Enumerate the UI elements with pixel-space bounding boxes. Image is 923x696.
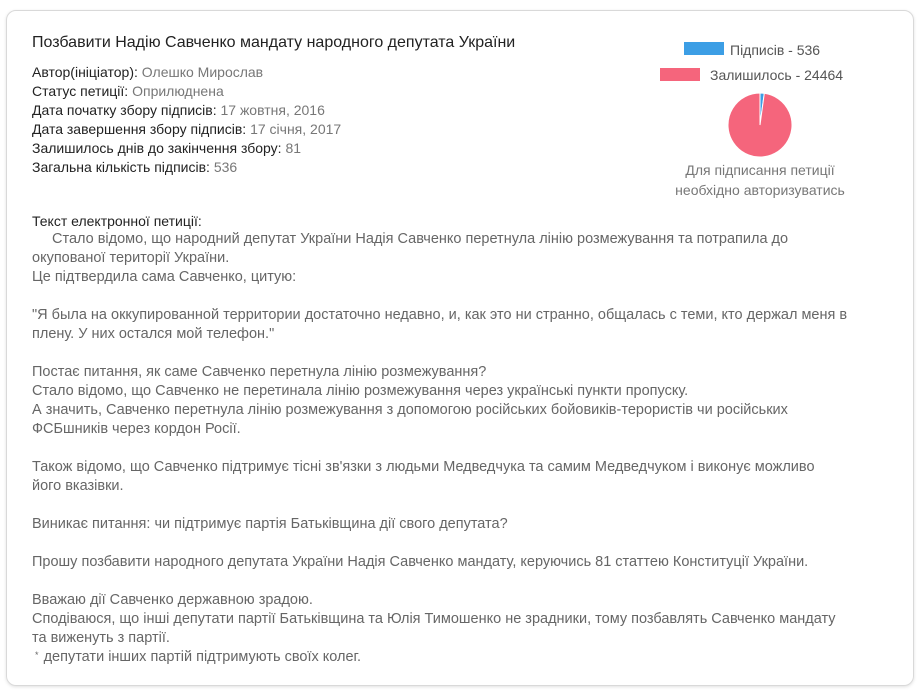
legend-label-signatures: Підписів - 536 [730,42,821,58]
footnote: * депутати інших партій підтримують своїх колег. [35,649,362,665]
petition-text-heading: Текст електронної петиції: [32,213,202,229]
signatures-pie-chart [727,92,793,158]
meta-signature-count: Загальна кількість підписів: 536 [32,159,238,175]
petition-title: Позбавити Надію Савченко мандату народного депутата України [32,34,516,51]
meta-days-left: Залишилось днів до закінчення збору: 81 [32,140,302,156]
meta-end-date: Дата завершення збору підписів: 17 січня, 2017 [32,121,342,137]
meta-author: Автор(ініціатор): Олешко Мирослав [32,64,264,80]
legend-swatch-remaining [660,68,700,81]
petition-text: Стало відомо, що народний депутат України Надія Савченко перетнула лінію розмежування та потрапила до окупованої території України. Це підтвердила сама Савченко, цитую: "Я была на оккупированной территории достаточно недавно, и, как это ни странно, общалась с теми, кто держал меня в плену. У них остался мой телефон." Постає питання, як саме Савченко перетнула лінію розмежування? Стало відомо, що Савченко не перетинала лінію розмежування через українські пункти пропуску. А значить, Савченко перетнула лінію розмежування з допомогою російських бойовиків-терористів чи російських ФСБшників через кордон Росії. Також відомо, що Савченко підтримує тісні зв'язки з людьми Медведчука та самим Медведчуком і виконує можливо його вказівки. Виникає питання: чи підтримує партія Батьківщина дії свого депутата? Прошу позбавити народного депутата України Надія Савченко мандату, керуючись 81 статтею Конституції України. Вважаю дії Савченко державною зрадою. Сподіваюся, що інші депутати партії Батьківщина та Юлія Тимошенко не зрадники, тому позбавлять Савченко мандату та виженуть з партії. * депутати інших партій підтримують своїх колег. [32,230,894,667]
pie-slice-remaining [728,93,792,157]
legend-swatch-signatures [684,42,724,55]
meta-start-date: Дата початку збору підписів: 17 жовтня, 2016 [32,102,325,118]
legend-label-remaining: Залишилось - 24464 [710,67,844,83]
meta-status: Статус петиції: Оприлюднена [32,83,224,99]
auth-notice: Для підписання петиції необхідно авторизуватись [675,162,845,198]
petition-meta [32,63,341,177]
